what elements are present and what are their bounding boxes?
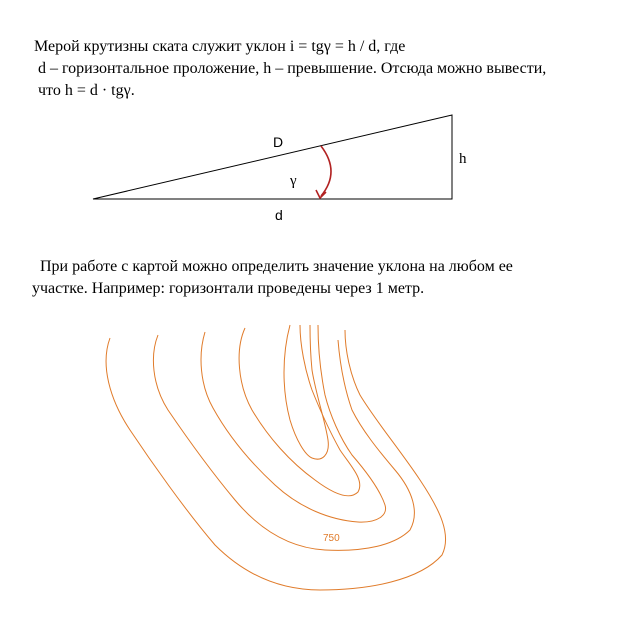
base-label: d	[275, 207, 283, 223]
definition-line-3: что h = d · tgγ.	[38, 82, 135, 99]
contour-line-5	[284, 325, 328, 459]
map-text-line-2: участке. Например: горизонтали проведены через 1 метр.	[32, 280, 425, 297]
map-text-line-1: При работе с картой можно определить значение уклона на любом ее	[40, 258, 513, 275]
height-label: h	[459, 151, 467, 167]
definition-line-1: Мерой крутизны ската служит уклон i = tgγ = h / d, где	[34, 38, 406, 55]
contour-line-4	[239, 325, 360, 496]
contour-elevation-label: 750	[323, 533, 340, 544]
hypotenuse-label: D	[273, 134, 284, 150]
map-slope-text	[32, 256, 513, 300]
triangle-outline	[93, 115, 452, 199]
angle-label: γ	[290, 173, 297, 189]
contour-line-1	[106, 330, 446, 590]
angle-arc	[321, 146, 331, 196]
slope-triangle-diagram	[93, 115, 467, 223]
contour-map	[106, 325, 446, 590]
definition-line-2: d – горизонтальное проложение, h – превышение. Отсюда можно вывести,	[38, 60, 547, 77]
